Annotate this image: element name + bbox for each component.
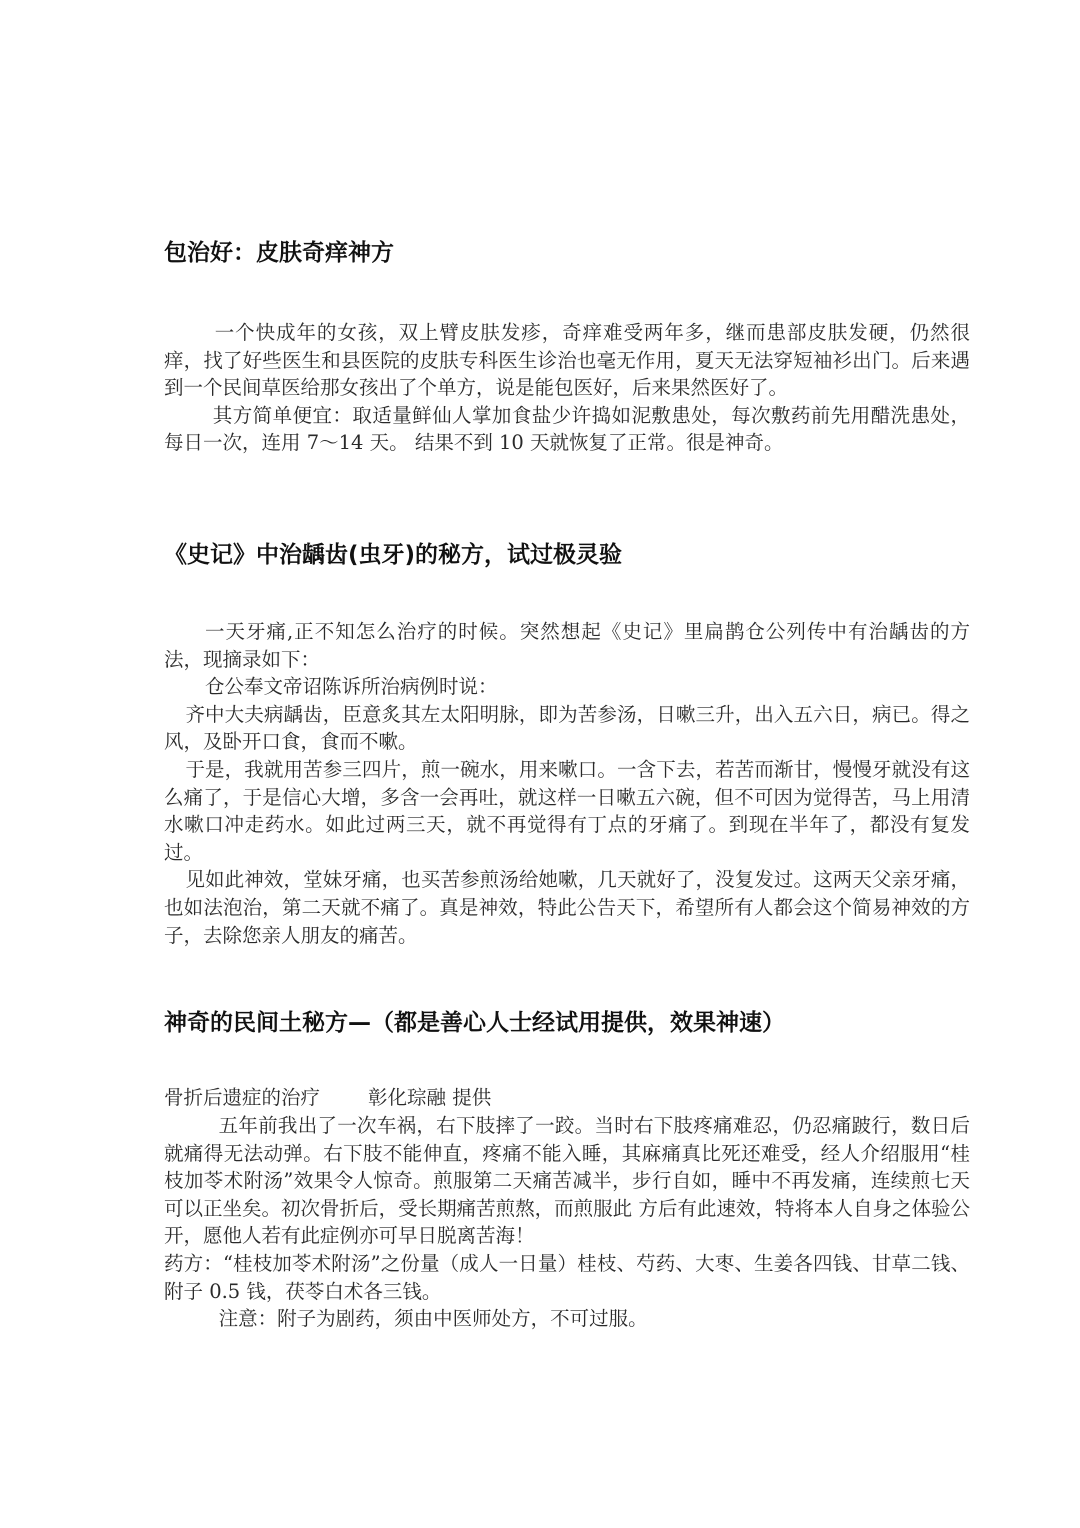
paragraph: 其方简单便宜：取适量鲜仙人掌加食盐少许捣如泥敷患处，每次敷药前先用醋洗患处，每日一次，连用 7～14 天。 结果不到 10 天就恢复了正常。很是神奇。 [164,403,970,455]
subsection-title-line [164,1084,491,1112]
recipe-paragraph: 药方：“桂枝加苓术附汤”之份量（成人一日量）桂枝、芍药、大枣、生姜各四钱、甘草二钱、附子 0.5 钱，茯苓白术各三钱。 [164,1251,970,1303]
section-body-folk-remedies [164,1112,970,1333]
section-body-tooth-decay [164,618,970,949]
provider-credit: 彰化琮融 提供 [368,1086,492,1109]
paragraph: 于是，我就用苦参三四片，煎一碗水，用来嗽口。一含下去，若苦而渐甘，慢慢牙就没有这么痛了，于是信心大增，多含一会再吐，就这样一日嗽五六碗，但不可因为觉得苦，马上用清水嗽口冲走药水。如此过两三天，就不再觉得有丁点的牙痛了。到现在半年了，都没有复发过。 [164,757,970,864]
section-heading-tooth-decay: 《史记》中治龋齿(虫牙)的秘方，试过极灵验 [164,542,623,568]
paragraph: 见如此神效，堂妹牙痛，也买苦参煎汤给她嗽，几天就好了，没复发过。这两天父亲牙痛，也如法泡治，第二天就不痛了。真是神效，特此公告天下，希望所有人都会这个简易神效的方子，去除您亲人朋友的痛苦。 [164,868,970,947]
paragraph: 齐中大夫病龋齿，臣意炙其左太阳明脉，即为苦参汤，日嗽三升，出入五六日，病已。得之风，及卧开口食，食而不嗽。 [164,702,970,754]
paragraph: 一天牙痛,正不知怎么治疗的时候。突然想起《史记》里扁鹊仓公列传中有治龋齿的方法，现摘录如下： [164,620,970,671]
section-heading-folk-remedies: 神奇的民间土秘方—（都是善心人士经试用提供，效果神速） [164,1010,785,1036]
note-paragraph: 注意：附子为剧药，须由中医师处方，不可过服。 [218,1307,648,1331]
paragraph: 五年前我出了一次车祸，右下肢摔了一跤。当时右下肢疼痛难忍，仍忍痛跛行，数日后就痛得无法动弹。右下肢不能伸直，疼痛不能入睡，其麻痛真比死还难受，经人介绍服用“桂枝加苓术附汤”效果令人惊奇。煎服第二天痛苦减半，步行自如，睡中不再发痛，连续煎七天可以正坐矣。初次骨折后，受长期痛苦煎熬，而煎服此 方后有此速效，特将本人自身之体验公开，愿他人若有此症例亦可早日脱离苦海！ [164,1114,970,1248]
paragraph: 仓公奉文帝诏陈诉所治病例时说： [204,675,498,699]
section-body-skin-itch [164,319,970,457]
section-heading-skin-itch: 包治好：皮肤奇痒神方 [164,240,394,266]
paragraph: 一个快成年的女孩，双上臂皮肤发疹，奇痒难受两年多，继而患部皮肤发硬，仍然很痒，找了好些医生和县医院的皮肤专科医生诊治也毫无作用，夏天无法穿短袖衫出门。后来遇到一个民间草医给那女孩出了个单方，说是能包医好，后来果然医好了。 [164,321,970,400]
subsection-title: 骨折后遗症的治疗 [164,1086,321,1109]
